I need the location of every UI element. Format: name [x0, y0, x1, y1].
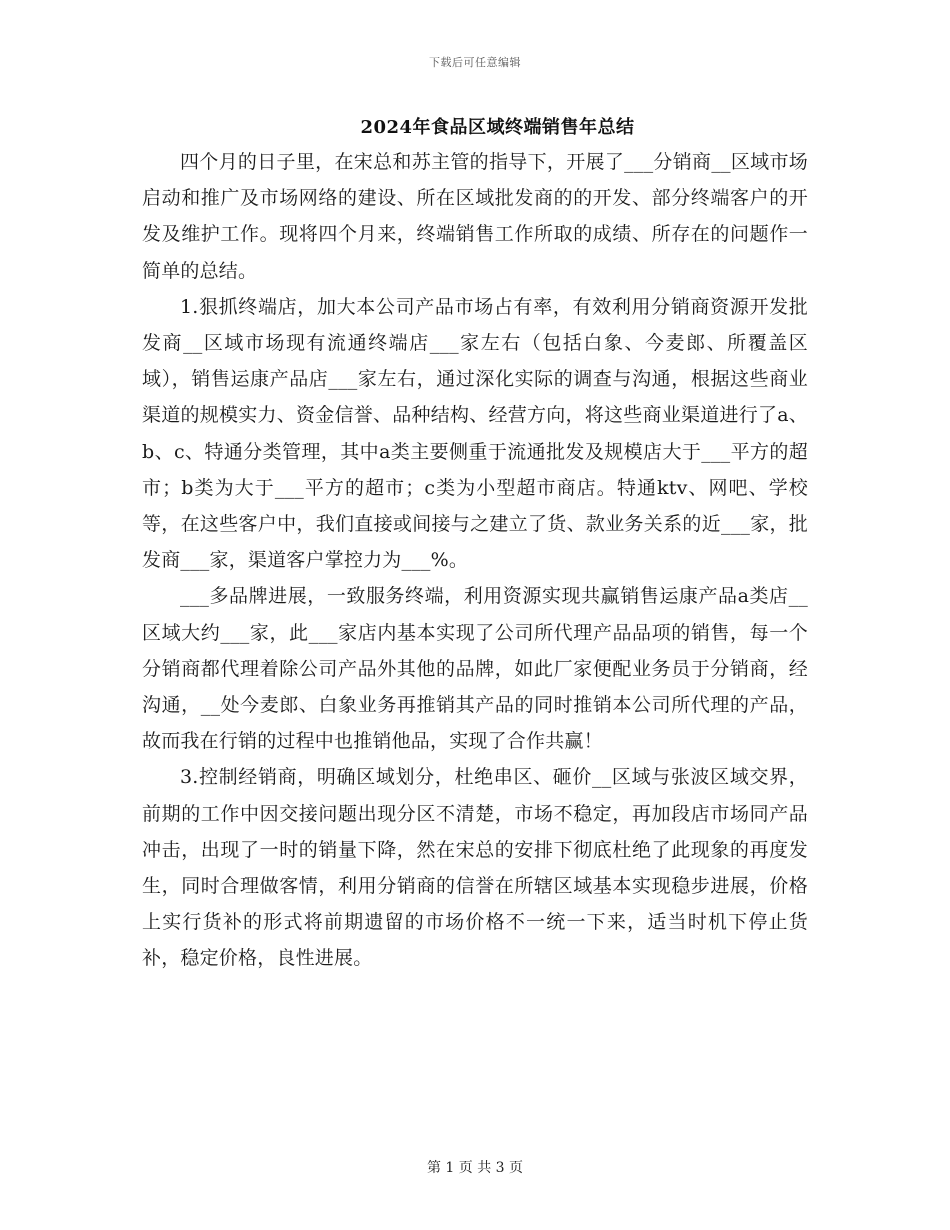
header-note: 下载后可任意编辑	[429, 56, 521, 69]
paragraph-terminal-stores: 1.狠抓终端店，加大本公司产品市场占有率，有效利用分销商资源开发批发商__区域市场现有流通终端店___家左右（包括白象、今麦郎、所覆盖区域），销售运康产品店___家左右，通过深化实际的调查与沟通，根据这些商业渠道的规模实力、资金信誉、品种结构、经营方向，将这些商业渠道进行了a、b、c、特通分类管理，其中a类主要侧重于流通批发及规模店大于___平方的超市；b类为大于___平方的超市；c类为小型超市商店。特通ktv、网吧、学校等，在这些客户中，我们直接或间接与之建立了货、款业务关系的近___家，批发商___家，渠道客户掌控力为___%。	[142, 295, 808, 572]
paragraph-control-distributors: 3.控制经销商，明确区域划分，杜绝串区、砸价__区域与张波区域交界，前期的工作中因交接问题出现分区不清楚，市场不稳定，再加段店市场同产品冲击，出现了一时的销量下降，然在宋总的安排下彻底杜绝了此现象的再度发生，同时合理做客情，利用分销商的信誉在所辖区域基本实现稳步进展，价格上实行货补的形式将前期遗留的市场价格不一统一下来，适当时机下停止货补，稳定价格，良性进展。	[142, 766, 808, 970]
document-title: 2024年食品区域终端销售年总结	[360, 117, 635, 138]
page-number: 第 1 页 共 3 页	[426, 1160, 524, 1176]
document-body	[142, 144, 808, 977]
paragraph-intro: 四个月的日子里，在宋总和苏主管的指导下，开展了___分销商__区域市场启动和推广及市场网络的建设、所在区域批发商的的开发、部分终端客户的开发及维护工作。现将四个月来，终端销售工作所取的成绩、所存在的问题作一简单的总结。	[142, 151, 808, 282]
paragraph-multi-brand: ___多品牌进展，一致服务终端，利用资源实现共赢销售运康产品a类店__区域大约___家，此___家店内基本实现了公司所代理产品品项的销售，每一个分销商都代理着除公司产品外其他的品牌，如此厂家便配业务员于分销商，经沟通，__处今麦郎、白象业务再推销其产品的同时推销本公司所代理的产品，故而我在行销的过程中也推销他品，实现了合作共赢！	[142, 585, 808, 753]
